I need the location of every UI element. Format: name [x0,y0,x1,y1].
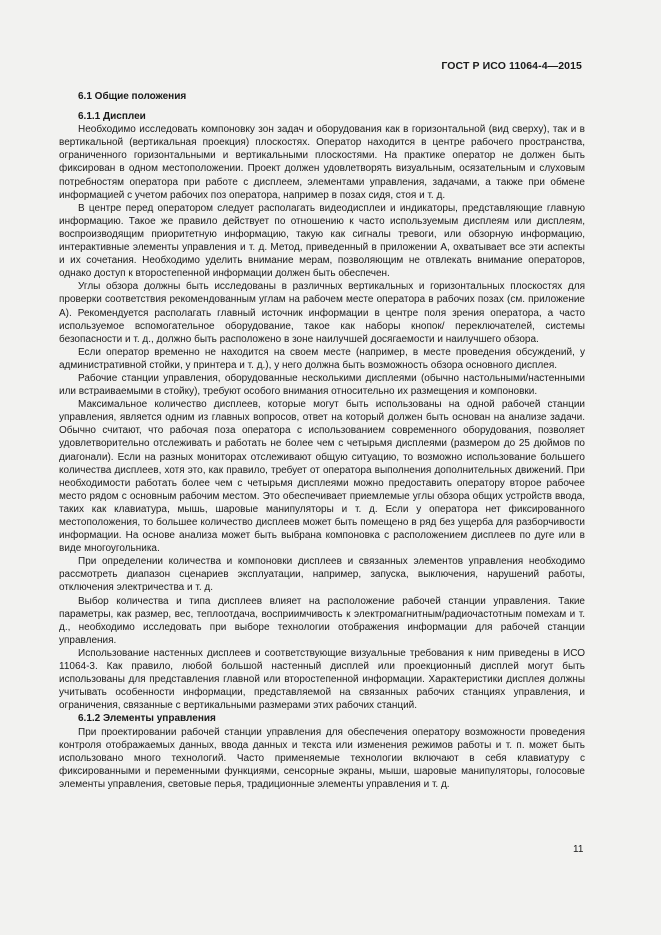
paragraph: Необходимо исследовать компоновку зон задач и оборудования как в горизонтальной (вид сверху), так и в вертикальной (вертикальная проекция) плоскостях. Оператор находится в центре рабочего пространства, ограниченного горизонтальными и вертикальными плоскостями. На практике оператор не должен быть фиксирован в одном местоположении. Проект должен удовлетворять визуальным, осязательным и слуховым потребностям оператора при работе с дисплеем, элементами управления, задачами, а также при обмене информацией с учетом рабочих поз оператора, например в позах сидя, стоя и т. д. [59,124,585,201]
subsection-title-displays: 6.1.1 Дисплеи [78,111,146,123]
paragraph: Рабочие станции управления, оборудованные несколькими дисплеями (обычно настольными/настенными или встраиваемыми в стойку), требуют особого внимания относительно их размещения и компоновки. [59,372,585,398]
paragraph: Углы обзора должны быть исследованы в различных вертикальных и горизонтальных плоскостях для проверки соответствия рекомендованным углам на рабочем месте оператора в рабочих позах (см. приложение А). Рекомендуется располагать главный источник информации в центре поля зрения оператора, а часто используемое вспомогательное оборудование, такое как наборы кнопок/ переключателей, системы безопасности и т. д., должно быть расположено в зоне наилучшей досягаемости и наилучшего обзора. [59,281,585,345]
paragraph: В центре перед оператором следует располагать видеодисплеи и индикаторы, представляющие главную информацию. Такое же правило действует по отношению к часто используемым дисплеям или дисплеям, воспроизводящим приоритетную информацию, такую как сигналы тревоги, или обзорную информацию, интерактивные элементы управления и т. д. Метод, приведенный в приложении А, охватывает все эти аспекты и их сочетания. Необходимо уделить внимание мерам, позволяющим не отвлекать внимание операторов, однако доступ к второстепенной информации должен быть обеспечен. [59,202,585,280]
page-number: 11 [573,844,584,855]
subsection-title-controls: 6.1.2 Элементы управления [78,713,216,725]
paragraph: При определении количества и компоновки дисплеев и связанных элементов управления необходимо рассмотреть диапазон сценариев эксплуатации, например, запуска, выключения, нарушений работы, отключения электричества и т. д. [59,556,585,594]
paragraph: Максимальное количество дисплеев, которые могут быть использованы на одной рабочей станции управления, является одним из главных вопросов, ответ на который должен быть основан на анализе задачи. Обычно считают, что рабочая поза оператора с использованием современного оборудования, позволяет удовлетворительно отслеживать и работать не более чем с четырьмя дисплеями (размером до 25 дюймов по диагонали). Если на разных мониторах отслеживают общую ситуацию, то возможно использование большего количества дисплеев, хотя это, как правило, требует от оператора выполнения дополнительных движений. При необходимости работать более чем с четырьмя дисплеями можно предоставить оператору второе рабочее место рядом с основным рабочим местом. Это обеспечивает приемлемые углы обзора общих устройств ввода, таких как клавиатура, мышь, шаровые манипуляторы и т. д. Если у оператора нет фиксированного местоположения, то большее количество дисплеев может быть помещено в ряд без ущерба для разборчивости информации. На основе анализа может быть выбрана компоновка с расположением дисплеев по дуге или в виде многоугольника. [59,399,585,555]
document-id-header: ГОСТ Р ИСО 11064-4—2015 [441,60,582,72]
paragraph: Если оператор временно не находится на своем месте (например, в месте проведения обсуждений, у административной стойки, у принтера и т. д.), у него должна быть возможность обзора основного дисплея. [59,346,585,371]
paragraph: Использование настенных дисплеев и соответствующие визуальные требования к ним приведены в ИСО 11064-3. Как правило, любой большой настенный дисплей или проекционный дисплей могут быть использованы для представления главной или второстепенной информации. Характеристики дисплея должны учитывать особенности информации, представляемой на связанных рабочих станциях управления, и ограничения, связанные с вертикальными размерами этих рабочих станций. [59,647,585,712]
paragraph: Выбор количества и типа дисплеев влияет на расположение рабочей станции управления. Такие параметры, как размер, вес, теплоотдача, восприимчивость к электромагнитным/радиочастотным помехам и т. д., необходимо исследовать при выборе технологии отображения информации для рабочей станции управления. [59,595,585,646]
main-content [59,90,585,791]
section-title: 6.1 Общие положения [78,91,187,102]
paragraph: При проектировании рабочей станции управления для обеспечения оператору возможности проведения контроля отображаемых данных, ввода данных и текста или изменения режимов работы и т. п. может быть использовано много технологий. Часто применяемые технологии включают в себя клавиатуру с фиксированными и переменными функциями, сенсорные экраны, мыши, шаровые манипуляторы, голосовые элементы управления, световые перья, традиционные элементы управления и т. д. [59,726,585,790]
